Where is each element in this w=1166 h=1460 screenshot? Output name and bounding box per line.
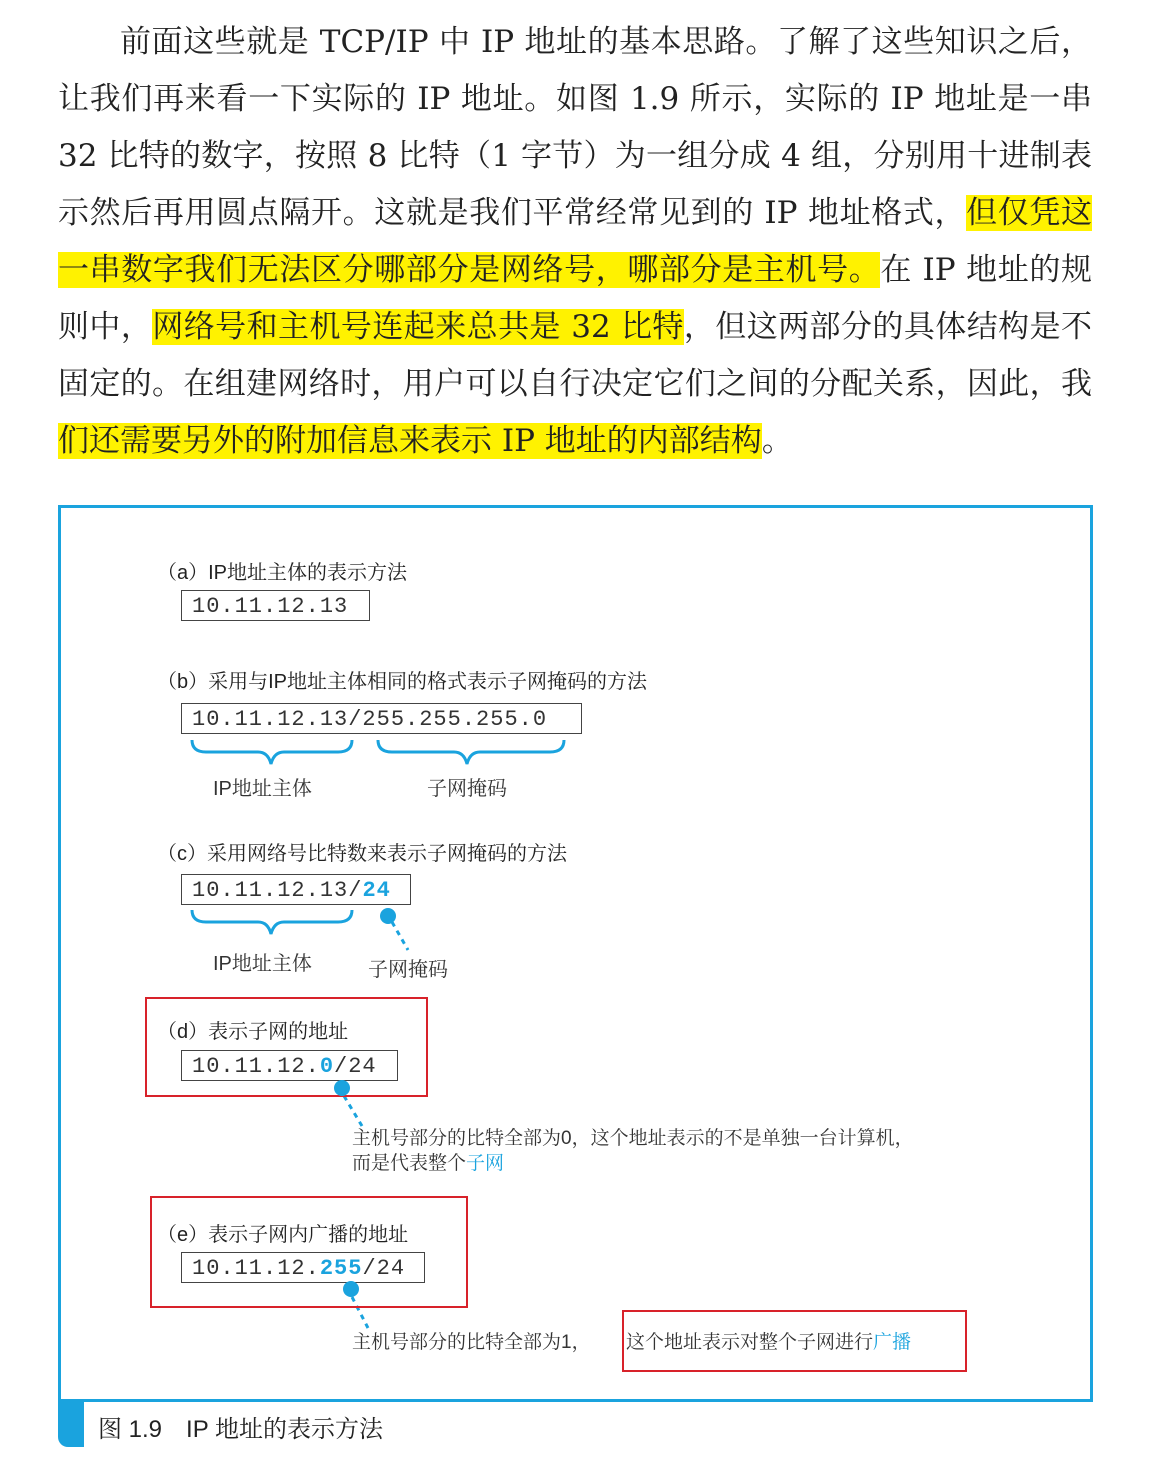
- section-e-title: （e）表示子网内广播的地址: [157, 1224, 409, 1246]
- note-d-line2-text: 而是代表整个: [352, 1153, 467, 1174]
- label-ip-body-c: IP地址主体: [213, 953, 312, 975]
- label-ip-body-b: IP地址主体: [213, 778, 312, 800]
- section-d-title: （d）表示子网的地址: [157, 1021, 349, 1043]
- ip-e-prefix: /24: [362, 1256, 406, 1281]
- note-e-broadcast-term: 广播: [873, 1332, 912, 1353]
- note-d-line2: [352, 1151, 504, 1176]
- brace-ip-body-b: [192, 740, 352, 764]
- highlight-3: 们还需要另外的附加信息来表示 IP 地址的内部结构: [58, 423, 762, 459]
- marker-dot-c: [380, 908, 396, 924]
- ip-e-network: 10.11.12.: [192, 1256, 320, 1281]
- paragraph-text-4: 。: [761, 423, 793, 459]
- ip-e-host: 255: [319, 1256, 363, 1281]
- ip-box-c: [181, 874, 411, 905]
- red-frame-d: [145, 997, 428, 1097]
- highlight-2: 网络号和主机号连起来总共是 32 比特: [152, 309, 684, 345]
- caption-accent-bar: [58, 1399, 84, 1447]
- leader-d: [344, 1096, 362, 1126]
- marker-dot-d: [334, 1080, 350, 1096]
- ip-d-host: 0: [319, 1054, 335, 1079]
- ip-d-network: 10.11.12.: [192, 1054, 320, 1079]
- note-d-subnet-term: 子网: [466, 1153, 505, 1174]
- ip-c-prefix: 10.11.12.13/: [192, 878, 363, 903]
- paragraph-text-2: 在 IP 地址的规则中，: [58, 252, 1093, 345]
- brace-ip-body-c: [192, 910, 352, 934]
- leader-c: [392, 922, 408, 950]
- ip-c-prefix-length: 24: [362, 878, 391, 903]
- paragraph-text-3: ，但这两部分的具体结构是不固定的。在组建网络时，用户可以自行决定它们之间的分配关系，因此，我: [58, 309, 1093, 402]
- paragraph-text-1: 前面这些就是 TCP/IP 中 IP 地址的基本思路。了解了这些知识之后，让我们再来看一下实际的 IP 地址。如图 1.9 所示，实际的 IP 地址是一串 32 比特的数字，按照 8 比特（1 字节）为一组分成 4 组，分别用十进制表示然后再用圆点隔开。这就是我们平常经常见到的 IP 地址格式，: [58, 24, 1092, 231]
- ip-d-prefix: /24: [334, 1054, 377, 1079]
- highlight-1: 但仅凭这一串数字我们无法区分哪部分是网络号，哪部分是主机号。: [58, 195, 1093, 288]
- ip-box-a: 10.11.12.13: [181, 590, 370, 621]
- brace-subnet-mask-b: [378, 740, 564, 764]
- section-c-title: （c）采用网络号比特数来表示子网掩码的方法: [157, 843, 567, 865]
- label-subnet-mask-b: 子网掩码: [427, 778, 507, 800]
- figure-caption: 图 1.9 IP 地址的表示方法: [98, 1416, 383, 1443]
- note-d-line1: 主机号部分的比特全部为0，这个地址表示的不是单独一台计算机，: [352, 1128, 914, 1149]
- note-e-boxed-text: 这个地址表示对整个子网进行: [626, 1332, 874, 1353]
- ip-box-d: [181, 1050, 398, 1081]
- section-b-title: （b）采用与IP地址主体相同的格式表示子网掩码的方法: [157, 671, 648, 693]
- note-e-boxed: [626, 1330, 911, 1355]
- note-e-prefix: 主机号部分的比特全部为1，: [352, 1332, 591, 1353]
- section-a-title: （a）IP地址主体的表示方法: [157, 562, 408, 584]
- ip-box-b: 10.11.12.13/255.255.255.0: [181, 703, 582, 734]
- label-subnet-mask-c: 子网掩码: [368, 959, 448, 981]
- ip-box-e: [181, 1252, 425, 1283]
- marker-dot-e: [343, 1281, 359, 1297]
